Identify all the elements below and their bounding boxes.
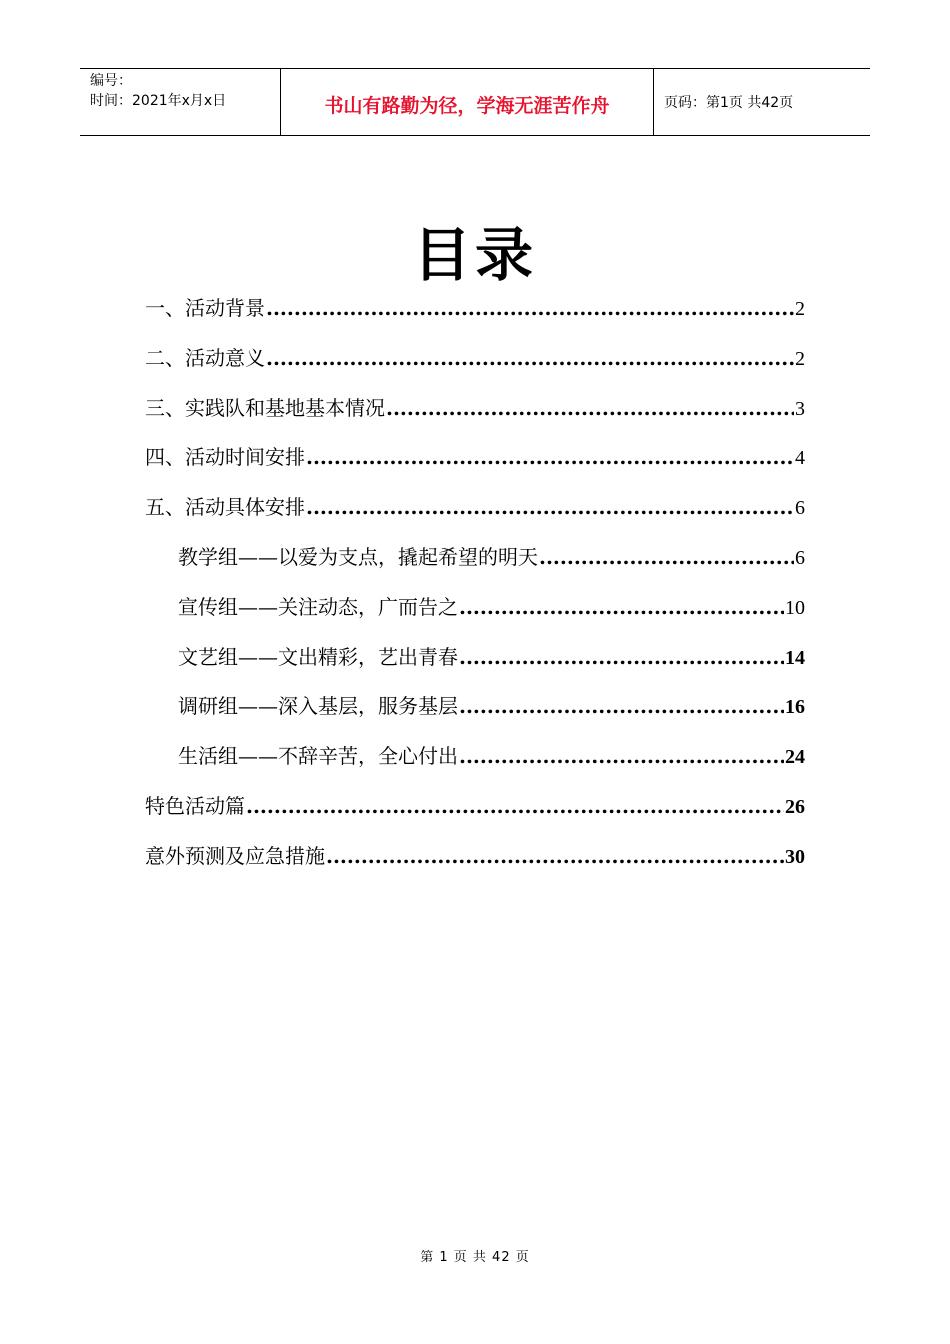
header-info-cell: [80, 69, 281, 135]
toc-entry[interactable]: [145, 392, 805, 442]
toc-leader-dots: [459, 744, 784, 768]
toc-entry-page: 16: [785, 696, 805, 719]
toc-subentry[interactable]: [145, 591, 805, 641]
toc-entry-page: 2: [795, 347, 805, 370]
toc-entry[interactable]: [145, 292, 805, 342]
toc-leader-dots: [266, 296, 794, 320]
toc-leader-dots: [459, 645, 784, 669]
toc-leader-dots: [306, 445, 794, 469]
page-label: 页码：第1页 共42页: [664, 95, 794, 111]
toc-entry-label: 文艺组——文出精彩，艺出青春: [178, 644, 458, 669]
toc-entry-page: 4: [795, 447, 805, 470]
toc-leader-dots: [459, 595, 784, 619]
toc-entry-page: 6: [795, 497, 805, 520]
page-title: 目录: [412, 221, 537, 289]
toc-entry-label: 宣传组——关注动态，广而告之: [178, 594, 458, 619]
toc-entry-page: 2: [795, 298, 805, 320]
page-footer: 第 1 页 共 42 页: [420, 1250, 530, 1265]
toc-entry[interactable]: [145, 491, 805, 541]
toc-entry[interactable]: [145, 790, 805, 840]
toc-subentry[interactable]: [145, 690, 805, 740]
toc-leader-dots: [306, 495, 794, 519]
toc-leader-dots: [539, 545, 794, 569]
toc-entry-label: 生活组——不辞辛苦，全心付出: [178, 744, 458, 769]
toc-entry-page: 3: [795, 397, 805, 420]
toc-entry-label: 三、实践队和基地基本情况: [145, 395, 385, 420]
toc-entry[interactable]: [145, 342, 805, 392]
number-label: 编号：: [90, 73, 132, 89]
toc-entry[interactable]: [145, 840, 805, 890]
toc-leader-dots: [266, 346, 794, 370]
header-motto: 书山有路勤为径，学海无涯苦作舟: [281, 69, 654, 135]
toc-entry-label: 二、活动意义: [145, 345, 265, 370]
toc-subentry[interactable]: [145, 740, 805, 790]
toc-leader-dots: [386, 396, 794, 420]
toc-entry-page: 26: [785, 795, 805, 818]
toc-entry-label: 五、活动具体安排: [145, 495, 305, 520]
toc-entry-page: 14: [785, 646, 805, 669]
toc-entry-page: 6: [795, 546, 805, 569]
toc-leader-dots: [326, 844, 784, 868]
toc-entry-page: 10: [785, 596, 805, 619]
toc-entry-page: 30: [785, 845, 805, 868]
toc-entry-label: 四、活动时间安排: [145, 445, 305, 470]
toc-entry-page: 24: [785, 746, 805, 769]
toc-entry[interactable]: [145, 441, 805, 491]
header-page-cell: [654, 69, 870, 135]
toc-entry-label: 特色活动篇: [145, 793, 245, 818]
toc-entry-label: 调研组——深入基层，服务基层: [178, 694, 458, 719]
table-of-contents: [145, 292, 805, 890]
time-label: 时间：2021年x月x日: [90, 93, 227, 109]
toc-subentry[interactable]: [145, 541, 805, 591]
toc-subentry[interactable]: [145, 641, 805, 691]
toc-entry-label: 教学组——以爱为支点，撬起希望的明天: [178, 544, 538, 569]
page-header: [80, 68, 870, 136]
toc-leader-dots: [246, 794, 784, 818]
toc-entry-label: 一、活动背景: [145, 296, 265, 320]
toc-entry-label: 意外预测及应急措施: [145, 843, 325, 868]
toc-leader-dots: [459, 694, 784, 718]
